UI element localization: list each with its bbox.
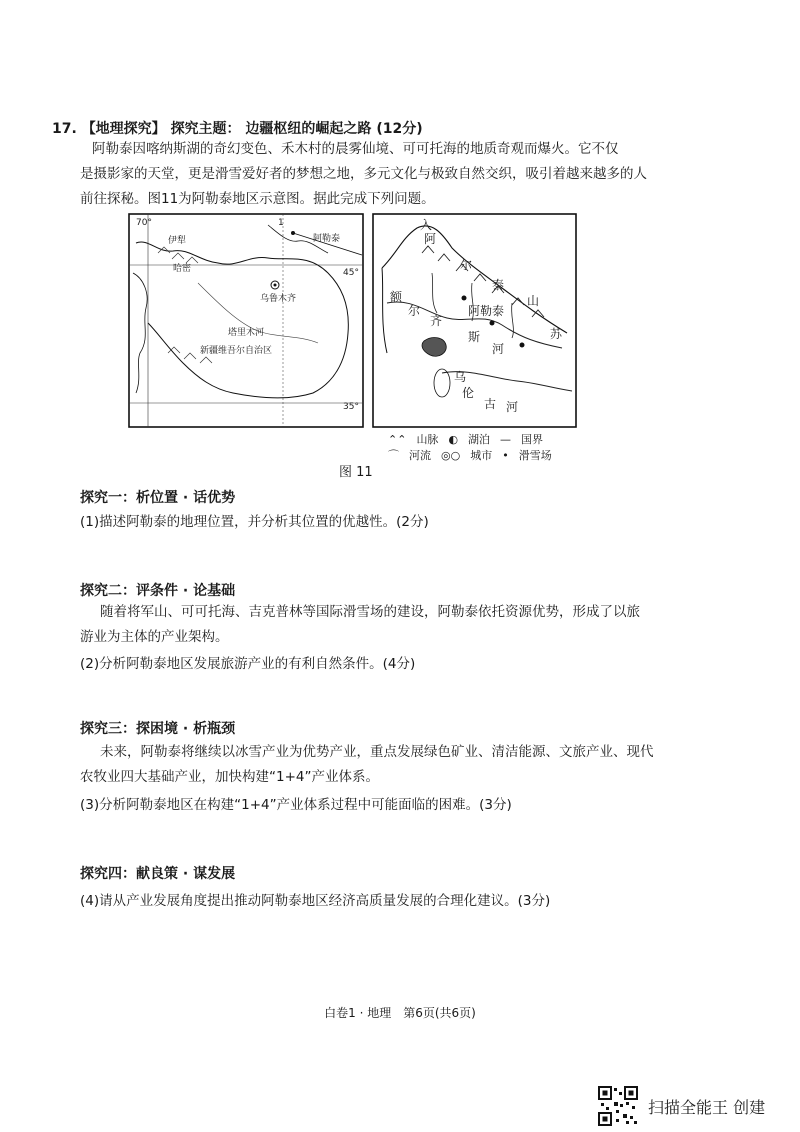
qr-code-icon	[598, 1086, 638, 1126]
label-lon-70: 70°	[136, 218, 152, 228]
mountain-legend-icon: ⌃⌃	[388, 432, 407, 446]
ski-resort-dot	[520, 343, 525, 348]
label-arrow: 阿勒泰	[313, 234, 341, 244]
section-3-question: (3)分析阿勒泰地区在构建“1+4”产业体系过程中可能面临的困难。(3分)	[80, 797, 512, 813]
label-city-altay: 阿勒泰	[468, 304, 505, 318]
label-lat-45: 45°	[343, 268, 359, 278]
label-ru: 入	[420, 218, 433, 232]
question-number: 17.	[52, 121, 77, 137]
question-tag: 【地理探究】	[81, 121, 166, 137]
label-river-char: 河	[492, 342, 505, 356]
section-2-line: 随着将军山、可可托海、吉克普林等国际滑雪场的建设，阿勒泰依托资源优势，形成了以旅	[100, 604, 640, 620]
label-urumqi: 乌鲁木齐	[260, 294, 297, 304]
section-3-line: 农牧业四大基础产业，加快构建“1+4”产业体系。	[80, 769, 379, 785]
legend-ski: 滑雪场	[518, 449, 552, 462]
label-mountain-4: 山	[527, 294, 540, 308]
section-3-title: 探究三：探困境 · 析瓶颈	[80, 721, 236, 737]
legend-border: 国界	[521, 433, 544, 446]
question-header	[52, 118, 423, 138]
label-place-a: 伊犁	[168, 236, 187, 246]
legend-mountain: 山脉	[416, 433, 439, 446]
map-xinjiang	[128, 213, 364, 428]
intro-line: 前往探秘。图11为阿勒泰地区示意图。据此完成下列问题。	[80, 191, 435, 207]
label-wulungu-2: 伦	[462, 386, 475, 400]
page-footer: 白卷1 · 地理 第6页(共6页)	[324, 1006, 476, 1020]
watermark-text: 扫描全能王 创建	[648, 1097, 766, 1117]
map-altay	[372, 213, 577, 428]
label-river-3: 齐	[430, 314, 443, 328]
section-1-question: (1)描述阿勒泰的地理位置，并分析其位置的优越性。(2分)	[80, 514, 429, 530]
legend-city: 城市	[470, 449, 493, 462]
label-river-2: 尔	[408, 304, 421, 318]
intro-paragraph	[80, 137, 760, 212]
intro-line: 阿勒泰因喀纳斯湖的奇幻变色、禾木村的晨雾仙境、可可托海的地质奇观而爆火。它不仅	[92, 141, 619, 157]
label-mountain-1: 阿	[424, 232, 437, 246]
ski-resort-dot	[462, 296, 467, 301]
label-tarim: 塔里木河	[228, 328, 265, 338]
section-3-line: 未来，阿勒泰将继续以冰雪产业为优势产业，重点发展绿色矿业、清洁能源、文旅产业、现代	[100, 744, 654, 760]
label-wulungu-4: 河	[506, 400, 519, 414]
label-lon-tick: 1	[278, 218, 284, 228]
section-2-line: 游业为主体的产业架构。	[80, 629, 229, 645]
section-3-text	[80, 740, 760, 790]
map-legend	[388, 431, 588, 463]
ski-legend-icon: •	[502, 448, 509, 462]
theme-label: 探究主题：	[170, 121, 241, 137]
label-river-1: 额	[390, 290, 403, 304]
ski-resort-dot	[490, 321, 495, 326]
label-lat-35: 35°	[343, 402, 359, 412]
figure-caption: 图 11	[339, 465, 373, 480]
question-score: (12分)	[376, 121, 423, 137]
label-mountain-3: 泰	[492, 278, 505, 292]
label-region: 新疆维吾尔自治区	[200, 346, 273, 356]
section-2-question: (2)分析阿勒泰地区发展旅游产业的有利自然条件。(4分)	[80, 656, 416, 672]
section-2-text	[80, 600, 760, 650]
scanner-watermark	[598, 1086, 765, 1126]
altay-dot	[291, 231, 295, 235]
label-wulungu-1: 乌	[454, 370, 467, 384]
label-river-4: 斯	[468, 330, 481, 344]
map-frame	[373, 214, 576, 427]
legend-river: 河流	[409, 449, 431, 462]
section-4-title: 探究四：献良策 · 谋发展	[80, 866, 236, 882]
label-mountain-2: 尔	[460, 258, 473, 272]
section-4-question: (4)请从产业发展角度提出推动阿勒泰地区经济高质量发展的合理化建议。(3分)	[80, 893, 551, 909]
city-urumqi-dot	[274, 284, 277, 287]
intro-line: 是摄影家的天堂，更是滑雪爱好者的梦想之地，多元文化与极致自然交织，吸引着越来越多的人	[80, 166, 647, 182]
border-legend-icon: —	[500, 432, 512, 446]
river-legend-icon: ⌒	[388, 449, 399, 462]
city-legend-icon: ◎○	[441, 448, 461, 462]
legend-lake: 湖泊	[468, 433, 491, 446]
label-wulungu-3: 古	[484, 397, 497, 411]
theme-title: 边疆枢纽的崛起之路	[245, 121, 372, 137]
label-su: 苏	[550, 327, 563, 341]
label-place-b: 哈密	[173, 264, 192, 274]
section-2-title: 探究二：评条件 · 论基础	[80, 583, 236, 599]
section-1-title: 探究一：析位置 · 话优势	[80, 490, 236, 506]
lake-legend-icon: ◐	[448, 432, 459, 446]
